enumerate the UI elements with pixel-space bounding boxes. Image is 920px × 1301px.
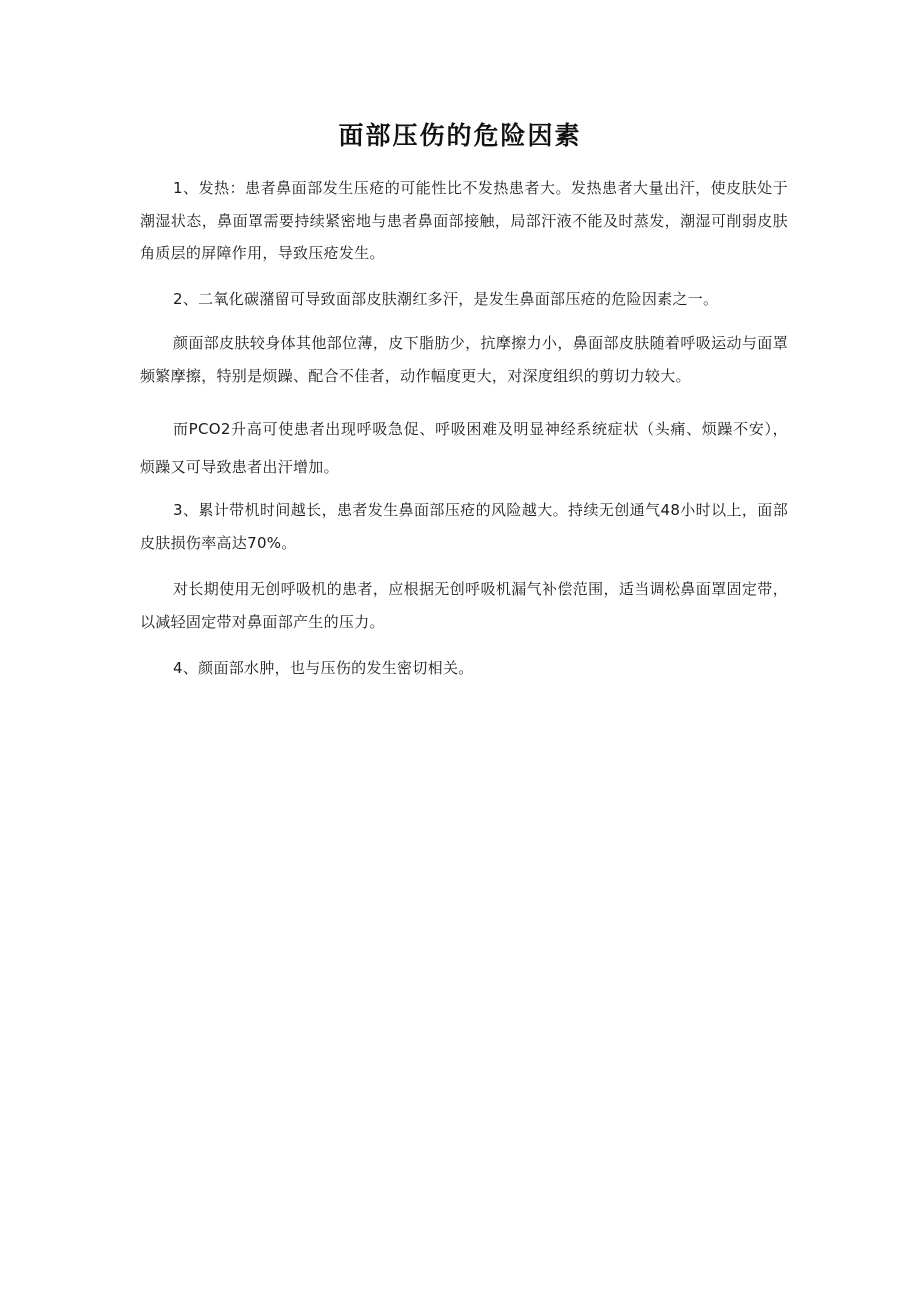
document-body	[140, 172, 788, 685]
paragraph-edema: 4、颜面部水肿，也与压伤的发生密切相关。	[173, 659, 474, 677]
paragraph-ventilation-time: 3、累计带机时间越长，患者发生鼻面部压疮的风险越大。持续无创通气48小时以上，面部皮肤损伤率高达70%。	[140, 501, 788, 552]
paragraph-strap-adjustment: 对长期使用无创呼吸机的患者，应根据无创呼吸机漏气补偿范围，适当调松鼻面罩固定带，以减轻固定带对鼻面部产生的压力。	[140, 580, 788, 631]
paragraph-pco2: 而PCO2升高可使患者出现呼吸急促、呼吸困难及明显神经系统症状（头痛、烦躁不安），烦躁又可导致患者出汗增加。	[140, 420, 788, 476]
document-title: 面部压伤的危险因素	[338, 121, 582, 150]
paragraph-facial-skin: 颜面部皮肤较身体其他部位薄，皮下脂肪少，抗摩擦力小，鼻面部皮肤随着呼吸运动与面罩频繁摩擦，特别是烦躁、配合不佳者，动作幅度更大，对深度组织的剪切力较大。	[140, 334, 788, 385]
paragraph-fever: 1、发热：患者鼻面部发生压疮的可能性比不发热患者大。发热患者大量出汗，使皮肤处于潮湿状态，鼻面罩需要持续紧密地与患者鼻面部接触，局部汗液不能及时蒸发，潮湿可削弱皮肤角质层的屏障作用，导致压疮发生。	[140, 179, 788, 262]
paragraph-co2-retention: 2、二氧化碳潴留可导致面部皮肤潮红多汗，是发生鼻面部压疮的危险因素之一。	[173, 289, 719, 308]
